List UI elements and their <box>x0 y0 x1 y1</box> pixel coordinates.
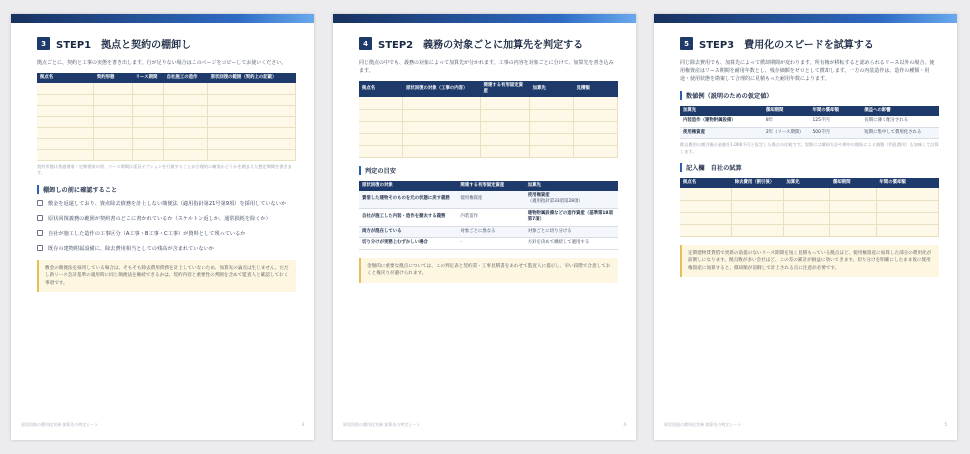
example-note: 除去費用の割引後の金額を1,000千円と仮定した場合の比較です。実際には償却方法や期中の開始による調整（利息費用）も加味して計算します。 <box>680 142 939 154</box>
table-header: 原状回復の対象（工事の内容） <box>403 81 481 97</box>
blank-entry-row[interactable] <box>37 83 296 94</box>
intro-text: 拠点ごとに、契約と工事の実態を書き出します。行が足りない場合はこのページをコピーしてお使いください。 <box>37 60 287 66</box>
blank-entry-cell[interactable] <box>208 83 296 94</box>
blank-entry-row[interactable] <box>359 133 618 145</box>
step-number-badge: 4 <box>359 37 372 50</box>
check-subheading: 棚卸しの前に確認すること <box>37 185 296 194</box>
blank-entry-cell[interactable] <box>133 127 164 138</box>
blank-entry-row[interactable] <box>37 116 296 127</box>
blank-entry-row[interactable] <box>359 121 618 133</box>
blank-entry-cell[interactable] <box>574 121 618 133</box>
table-row: 賃借した建物そのものを元の状態に戻す義務 使用権資産 使用権資産 （適用指針第33項第28項） <box>359 191 618 209</box>
checkbox-icon[interactable] <box>37 245 43 251</box>
blank-entry-cell[interactable] <box>359 121 403 133</box>
table-header: 拠点名 <box>680 178 732 188</box>
blank-entry-cell[interactable] <box>94 83 133 94</box>
footer-title: 原状回復の費用化実務 加算先の判定シート <box>21 422 99 427</box>
blank-entry-cell[interactable] <box>208 94 296 105</box>
table-row: 内装造作（建物附属設備） 8年 125千円 長期に薄く配分される <box>680 116 939 127</box>
header-gradient-bar <box>333 14 636 23</box>
table-row: 切り分けが実務上むずかしい場合 - 方針を決めて継続して適用する <box>359 238 618 250</box>
blank-entry-cell[interactable] <box>830 224 877 236</box>
inventory-table <box>37 73 296 161</box>
table-row: 使用権資産 2年（リース期間） 500千円 短期に集中して費用化される <box>680 127 939 139</box>
checklist-item[interactable]: 自社が施工した造作の工事区分（A工事・B工事・C工事）が資料として残っているか <box>37 230 296 237</box>
table-header: 見積額 <box>574 81 618 97</box>
blank-entry-cell[interactable] <box>403 109 481 121</box>
section-heading <box>359 36 618 51</box>
blank-entry-cell[interactable] <box>403 121 481 133</box>
blank-entry-cell[interactable] <box>876 200 938 212</box>
blank-entry-row[interactable] <box>37 127 296 138</box>
table-header: 加算先 <box>530 81 574 97</box>
blank-entry-cell[interactable] <box>164 83 208 94</box>
footer-title: 原状回復の費用化実務 加算先の判定シート <box>664 422 742 427</box>
blank-entry-cell[interactable] <box>732 200 784 212</box>
entry-table <box>680 178 939 237</box>
blank-entry-cell[interactable] <box>94 94 133 105</box>
checklist-item[interactable]: 既存の建物附属設備に、除去費用相当としての残高が含まれていないか <box>37 245 296 252</box>
table-header: リース期間 <box>133 73 164 83</box>
table-header: 関連する有形固定資産 <box>480 81 529 97</box>
blank-entry-cell[interactable] <box>37 83 94 94</box>
page-number: 3 <box>301 422 304 427</box>
blank-entry-cell[interactable] <box>783 212 830 224</box>
blank-entry-cell[interactable] <box>37 94 94 105</box>
table-header: 原状回復の範囲（契約上の記載） <box>208 73 296 83</box>
blank-entry-cell[interactable] <box>530 133 574 145</box>
blank-entry-cell[interactable] <box>359 145 403 157</box>
assignment-table <box>359 81 618 158</box>
table-header: 年間の償却額 <box>876 178 938 188</box>
blank-entry-cell[interactable] <box>94 116 133 127</box>
blank-entry-cell[interactable] <box>403 97 481 109</box>
blank-entry-cell[interactable] <box>574 109 618 121</box>
blank-entry-cell[interactable] <box>403 133 481 145</box>
page-step2 <box>333 14 636 440</box>
page-step3 <box>654 14 957 440</box>
table-header: 加算先 <box>680 106 763 116</box>
checkbox-icon[interactable] <box>37 215 43 221</box>
blank-entry-cell[interactable] <box>94 127 133 138</box>
blank-entry-cell[interactable] <box>94 138 133 149</box>
blank-entry-cell[interactable] <box>359 97 403 109</box>
blank-entry-cell[interactable] <box>133 105 164 116</box>
blank-entry-cell[interactable] <box>164 116 208 127</box>
blank-entry-cell[interactable] <box>530 109 574 121</box>
intro-text: 同じ拠点の中でも、義務の対象によって加算先が分かれます。工事の内容を対象ごとに分けて、加算先を書き込みます。 <box>359 60 614 74</box>
blank-entry-cell[interactable] <box>680 212 732 224</box>
blank-entry-row[interactable] <box>680 224 939 236</box>
blank-entry-cell[interactable] <box>732 212 784 224</box>
blank-entry-cell[interactable] <box>164 127 208 138</box>
page-step1 <box>11 14 314 440</box>
blank-entry-cell[interactable] <box>480 145 529 157</box>
blank-entry-cell[interactable] <box>133 94 164 105</box>
table-note: 契約形態は普通借家・定期借家の別、リース期間は延長オプションを行使することが合理的に確実かどうかを踏まえた想定期間を書きます。 <box>37 163 292 175</box>
blank-entry-cell[interactable] <box>876 224 938 236</box>
checklist-item[interactable]: 敷金を返還しており、資産除去債務を計上しない簡便法（適用指針第21号第9項）を採用していないか <box>37 200 296 207</box>
blank-entry-cell[interactable] <box>530 145 574 157</box>
blank-entry-cell[interactable] <box>208 105 296 116</box>
table-header: 損益への影響 <box>861 106 939 116</box>
blank-entry-row[interactable] <box>680 212 939 224</box>
blank-entry-cell[interactable] <box>37 127 94 138</box>
header-gradient-bar <box>654 14 957 23</box>
table-header: 関連する有形固定資産 <box>457 181 524 191</box>
blank-entry-cell[interactable] <box>133 83 164 94</box>
blank-entry-row[interactable] <box>37 138 296 149</box>
page-number: 5 <box>944 422 947 427</box>
blank-entry-cell[interactable] <box>480 133 529 145</box>
table-header: 償却期間 <box>830 178 877 188</box>
blank-entry-cell[interactable] <box>164 138 208 149</box>
page-title: STEP2 義務の対象ごとに加算先を判定する <box>378 40 584 51</box>
table-header: 自社施工の造作 <box>164 73 208 83</box>
blank-entry-cell[interactable] <box>783 188 830 200</box>
footer-title: 原状回復の費用化実務 加算先の判定シート <box>343 422 421 427</box>
table-header: 償却期間 <box>763 106 810 116</box>
page-footer <box>343 422 626 428</box>
intro-text: 同じ除去費用でも、加算先によって償却期間が変わります。所有権が移転すると認められるリース以外の場合、使用権資産はリース期間を耐用年数とし、残存価額をゼロとして償却します。一方の内装造作は、造作の種類・用途・使用状態を勘案して合理的に見積もった耐用年数によります。 <box>680 60 935 82</box>
blank-entry-cell[interactable] <box>530 121 574 133</box>
page-footer <box>21 422 304 428</box>
callout-box: 敷金の簡便法を採用している場合は、そもそも除去費用債務を計上していないため、加算先の論点は生じません。ただし新リース会計基準の適用時に同じ簡便法を継続できるかは、契約内容と重要性の判断を含めて監査人と確認しておく事項です。 <box>37 260 296 293</box>
blank-entry-cell[interactable] <box>208 116 296 127</box>
blank-entry-cell[interactable] <box>480 121 529 133</box>
checkbox-icon[interactable] <box>37 200 43 206</box>
section-heading <box>37 36 296 51</box>
blank-entry-cell[interactable] <box>680 188 732 200</box>
blank-entry-row[interactable] <box>359 145 618 157</box>
blank-entry-cell[interactable] <box>164 149 208 160</box>
blank-entry-cell[interactable] <box>403 145 481 157</box>
blank-entry-cell[interactable] <box>208 149 296 160</box>
blank-entry-row[interactable] <box>359 109 618 121</box>
example-subheading: 数値例（説明のための仮定値） <box>680 91 939 100</box>
page-number: 4 <box>623 422 626 427</box>
blank-entry-cell[interactable] <box>783 200 830 212</box>
callout-box: 定期建物賃貸借で更新の前提のないリース期間を短く見積もっている拠点ほど、使用権資産に加算した部分の費用化が前倒しになります。拠点数が多い会社ほど、この差の累計が損益に効いてきます。切り分けを明確にしたまま仮に使用権資産に加算すると、償却額が前倒しで計上される点に注意が必要です。 <box>680 245 939 278</box>
blank-entry-row[interactable] <box>37 149 296 160</box>
blank-entry-cell[interactable] <box>37 116 94 127</box>
table-header: 拠点名 <box>359 81 403 97</box>
blank-entry-cell[interactable] <box>37 138 94 149</box>
guide-table <box>359 181 618 250</box>
table-header: 年間の償却額 <box>809 106 861 116</box>
blank-entry-cell[interactable] <box>133 149 164 160</box>
blank-entry-cell[interactable] <box>164 94 208 105</box>
table-row: 自社が施工した内装・造作を撤去する義務 内装造作 建物附属設備などの造作資産（基準第18項第7項） <box>359 208 618 226</box>
table-header: 契約形態 <box>94 73 133 83</box>
step-number-badge: 3 <box>37 37 50 50</box>
section-heading <box>680 36 939 51</box>
guide-subheading: 判定の目安 <box>359 166 618 175</box>
blank-entry-cell[interactable] <box>830 200 877 212</box>
header-gradient-bar <box>11 14 314 23</box>
blank-entry-cell[interactable] <box>480 109 529 121</box>
callout-box: 金額的に重要な拠点については、この判定表と契約書・工事見積書をあわせて監査人に提示し、早い段階で合意しておくと後戻りが避けられます。 <box>359 258 618 283</box>
blank-entry-cell[interactable] <box>732 188 784 200</box>
page-title: STEP1 拠点と契約の棚卸し <box>56 40 192 51</box>
blank-entry-cell[interactable] <box>359 133 403 145</box>
blank-entry-cell[interactable] <box>830 212 877 224</box>
blank-entry-cell[interactable] <box>574 145 618 157</box>
blank-entry-cell[interactable] <box>574 133 618 145</box>
blank-entry-cell[interactable] <box>732 224 784 236</box>
blank-entry-cell[interactable] <box>94 105 133 116</box>
blank-entry-cell[interactable] <box>530 97 574 109</box>
blank-entry-cell[interactable] <box>208 138 296 149</box>
blank-entry-cell[interactable] <box>680 224 732 236</box>
step-number-badge: 5 <box>680 37 693 50</box>
blank-entry-cell[interactable] <box>37 149 94 160</box>
blank-entry-cell[interactable] <box>37 105 94 116</box>
blank-entry-cell[interactable] <box>94 149 133 160</box>
entry-subheading: 記入欄 自社の試算 <box>680 163 939 172</box>
blank-entry-row[interactable] <box>680 200 939 212</box>
checklist-item[interactable]: 原状回復義務の範囲が契約書のどこに書かれているか（スケルトン返しか、通常損耗を除くか） <box>37 215 296 222</box>
checkbox-icon[interactable] <box>37 230 43 236</box>
blank-entry-cell[interactable] <box>133 116 164 127</box>
blank-entry-cell[interactable] <box>574 97 618 109</box>
blank-entry-row[interactable] <box>680 188 939 200</box>
blank-entry-row[interactable] <box>37 105 296 116</box>
blank-entry-cell[interactable] <box>680 200 732 212</box>
example-table <box>680 106 939 139</box>
table-header: 拠点名 <box>37 73 94 83</box>
page-footer <box>664 422 947 428</box>
blank-entry-cell[interactable] <box>830 188 877 200</box>
table-row: 両方が混在している 対象ごとに異なる 対象ごとに切り分ける <box>359 226 618 238</box>
blank-entry-cell[interactable] <box>359 109 403 121</box>
table-header: 加算先 <box>783 178 830 188</box>
blank-entry-cell[interactable] <box>480 97 529 109</box>
table-header: 除去費用（割引後） <box>732 178 784 188</box>
page-title: STEP3 費用化のスピードを試算する <box>699 40 874 51</box>
blank-entry-cell[interactable] <box>133 138 164 149</box>
blank-entry-row[interactable] <box>37 94 296 105</box>
blank-entry-cell[interactable] <box>876 188 938 200</box>
table-header: 原状回復の対象 <box>359 181 457 191</box>
blank-entry-cell[interactable] <box>783 224 830 236</box>
blank-entry-cell[interactable] <box>208 127 296 138</box>
blank-entry-cell[interactable] <box>164 105 208 116</box>
table-header: 加算先 <box>525 181 618 191</box>
blank-entry-row[interactable] <box>359 97 618 109</box>
blank-entry-cell[interactable] <box>876 212 938 224</box>
